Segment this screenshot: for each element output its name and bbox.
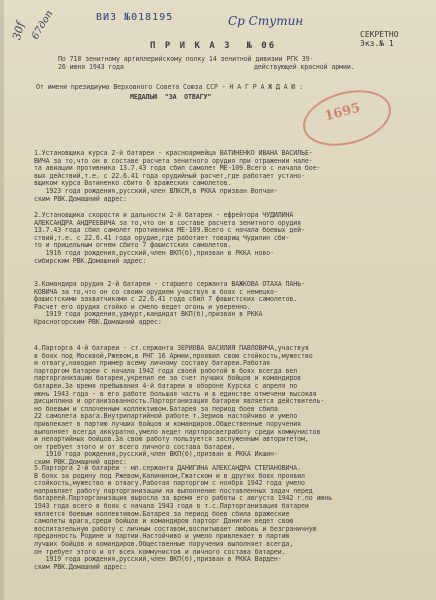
entry-text-line: 4.Парторга 4-й батареи - ст.сержанта ЗЕРИОВА ВАСИЛИЯ ПАВЛОВИЧА,участвуя (34, 344, 309, 352)
entry-text-line: парторгом батареи с начала 1942 года своей работой в боях всегда вел (34, 366, 298, 375)
entry-text-line: 1919 года рождения,удмурт,кандидат ВКП(б),призван в РККА (34, 310, 263, 319)
entry-text-line: 2.Установщика скорости и дальности 2-й батареи - ефрейтора ЧУДИЛИНА (34, 211, 294, 219)
handwritten-archive-mark: 30f (10, 20, 28, 42)
entry-text-line: 1923 года рождения,русский,член ВЛКСМ,в РККА призван Волчан- (34, 186, 278, 195)
entry-text-line: он требует этого и от всех коммунистов и личного состава батареи. (34, 547, 286, 556)
entry-text-line: ским РВК.Домашний адрес: (34, 562, 127, 571)
entry-text-line: дисциплина и организованность.Парторганизация батареи является действитель- (34, 397, 325, 406)
entry-text-line: батареей.Парторганизация выросла за время его работы с августа 1942 г.по июнь (34, 494, 332, 503)
entry-text-line: та авиации противника 13.7.43 года сбил самолет МЕ-109.Всего с начала бое- (34, 164, 321, 173)
secret-classification-mark: СЕКРЕТНО Экз.№ 1 (360, 30, 399, 48)
entry-text-line: но боевым и сплоченным коллективом.Батарея за период боев сбила (34, 404, 278, 413)
order-army-line: действующей красной армии. (254, 63, 355, 71)
entry-text-line: вщиком курса Ватиненко сбито 6 вражеских самолетов. (34, 179, 232, 188)
entry-text-line: 13.7.43 года сбил самолет противника МЕ-109.Всего с начала боевых дей- (34, 226, 305, 235)
entry-text-line: преданность Родине и партии.Настойчиво и умело привлекает в партию (34, 532, 290, 541)
entry-text-line: 1919 года рождения,русский,член ВКП(б),призван в РККА Варден- (34, 555, 282, 564)
award-entry-1 (34, 150, 412, 203)
award-entry-4 (34, 345, 412, 467)
award-entry-5 (34, 465, 412, 571)
entry-text-line: воспитательную работу с личным составом,воспитывает любовь и безграничную (34, 524, 317, 533)
entry-text-line: Расчет его орудия стойко и смело ведет огонь и уверенно. (34, 302, 251, 311)
entry-text-line: стойкость,мужество и отвагу.Работая парторгом с ноября 1942 года умело (34, 479, 305, 488)
entry-text-line: в боях под Москвой,Ржевом,в РНГ 16 Армии,проявил свою стойкость,мужество (34, 351, 313, 360)
entry-text-line: ским РВК.Домашний адрес: (34, 457, 127, 466)
entry-text-line: 3.Командира орудия 2-й батареи - старшего сержанта ВАЖКОВА ОТАХА ПАНЬ- (34, 280, 305, 288)
order-unit-line: По 718 зенитному артиллерийскому полку 14 зенитной дивизии РГК 39- (58, 55, 314, 63)
entry-text-line: июнь 1943 года - в его работе большая часть и в единстве отмечени высокая (34, 389, 317, 398)
award-entry-2 (34, 212, 412, 265)
entry-text-line: является боевым коллективом.Батарея за период боев сбила вражеские (34, 509, 290, 518)
red-stamp-text: 1695 (323, 100, 362, 125)
entry-text-line: выполняет всегда аккуратно,умело ведет партпросветработу среди коммунистов (34, 427, 321, 436)
handwritten-reference-mark: 67доп (30, 8, 56, 42)
entry-text-line: лучших бойцов и командиров.Общественные поручения выполняет всегда, (34, 539, 294, 548)
entry-text-line: ВИЧА за то,что он в составе расчета зенитного орудия при отражении нале- (34, 156, 313, 165)
entry-text-line: батареи.За время пребывания 4-й батареи в обороне Курска с апреля по (34, 381, 298, 390)
entry-text-line: 1.Установщика курса 2-й батареи - красноармейца ВАТИНЕНКО ИВАНА ВАСИЛЬЕ- (34, 149, 313, 157)
order-date: 26 июня 1943 года (58, 63, 124, 71)
entry-text-line: АЛЕКСАНДРА АНДРЕЕВИЧА за то,что он в составе расчета зенитного орудия (34, 218, 302, 227)
entry-text-line: 22 самолета врага.Внутрипартийной работе т.Зериов настойчиво и умело (34, 412, 298, 421)
entry-text-line: сибирским РВК.Домашний адрес: (34, 256, 147, 265)
red-round-stamp (297, 81, 397, 155)
entry-text-line: привлекает в партию лучших бойцов и командиров.Общественные поручения (34, 419, 302, 428)
entry-text-line: парторганизацию батареи,укрепил ее за счет лучших бойцов и командиров (34, 374, 302, 383)
entry-text-line: 1910 года рождения,русский,член ВКП(б),призван в РККА Икшин- (34, 450, 278, 459)
entry-text-line: 1916 года рождения,русский,член ВКП(б),призван в РККА ново- (34, 248, 274, 257)
entry-text-line: ским РВК.Домашний адрес: (34, 194, 127, 203)
entry-text-line: самолеты врага,среди бойцов и командиров парторг Данигин ведет свою (34, 517, 294, 526)
entry-text-line: КОВИЧА за то,что он со своим орудием участвуя в боях с немецко- (34, 287, 278, 296)
award-authority-line: От имени президиума Верховного Совета Союза ССР - Н А Г Р А Ж Д А Ю : (36, 83, 304, 91)
archive-number-stamp: ВИЗ №018195 (96, 12, 174, 23)
page-binding-edge (0, 0, 4, 600)
entry-text-line: направляет работу парторганизации на выполнение поставленных задач перед (34, 486, 313, 495)
entry-text-line: ствий,т.е. с 22.6.41 года орудие,где работает товарищ Чудилин сби- (34, 233, 290, 242)
entry-text-line: В боях за родину под Ржевом,Калинином,Гжатском и в других боях проявил (34, 471, 305, 480)
entry-text-line: 1943 года всего в боях с начала 1943 года в т.с.Парторганизация батареи (34, 501, 309, 510)
medal-heading: МЕДАЛЬЮ "ЗА ОТВАГУ" (130, 93, 212, 101)
entry-text-line: Красногорским РВК.Домашний адрес: (34, 317, 162, 326)
entry-text-line: фашистскими захватчиками с 22.6.41 года сбил 7 фашистских самолетов. (34, 295, 298, 304)
handwritten-name-note: Ср Стутин (228, 14, 304, 28)
order-title: П Р И К А З № 06 (150, 41, 277, 51)
award-entry-3 (34, 281, 412, 327)
entry-text-line: 5.Парторга 2-й батареи - мл.сержанта ДАНИГИНА АЛЕКСАНДРА СТЕПАНОВИЧА. (34, 464, 302, 472)
entry-text-line: то и прицельным огнем сбито 7 фашистских самолетов. (34, 241, 232, 250)
entry-text-line: и отвагу,наводил пример всему личному составу батареи.Работая (34, 359, 271, 368)
entry-text-line: он требует этого и от всего личного состава батареи. (34, 442, 236, 451)
entry-text-line: и непартийных бойцов.За свою работу пользуется заслуженным авторитетом, (34, 435, 309, 444)
entry-text-line: вых действий,т.е. с 22.6.41 года орудийный расчет,где работает устано- (34, 171, 305, 180)
